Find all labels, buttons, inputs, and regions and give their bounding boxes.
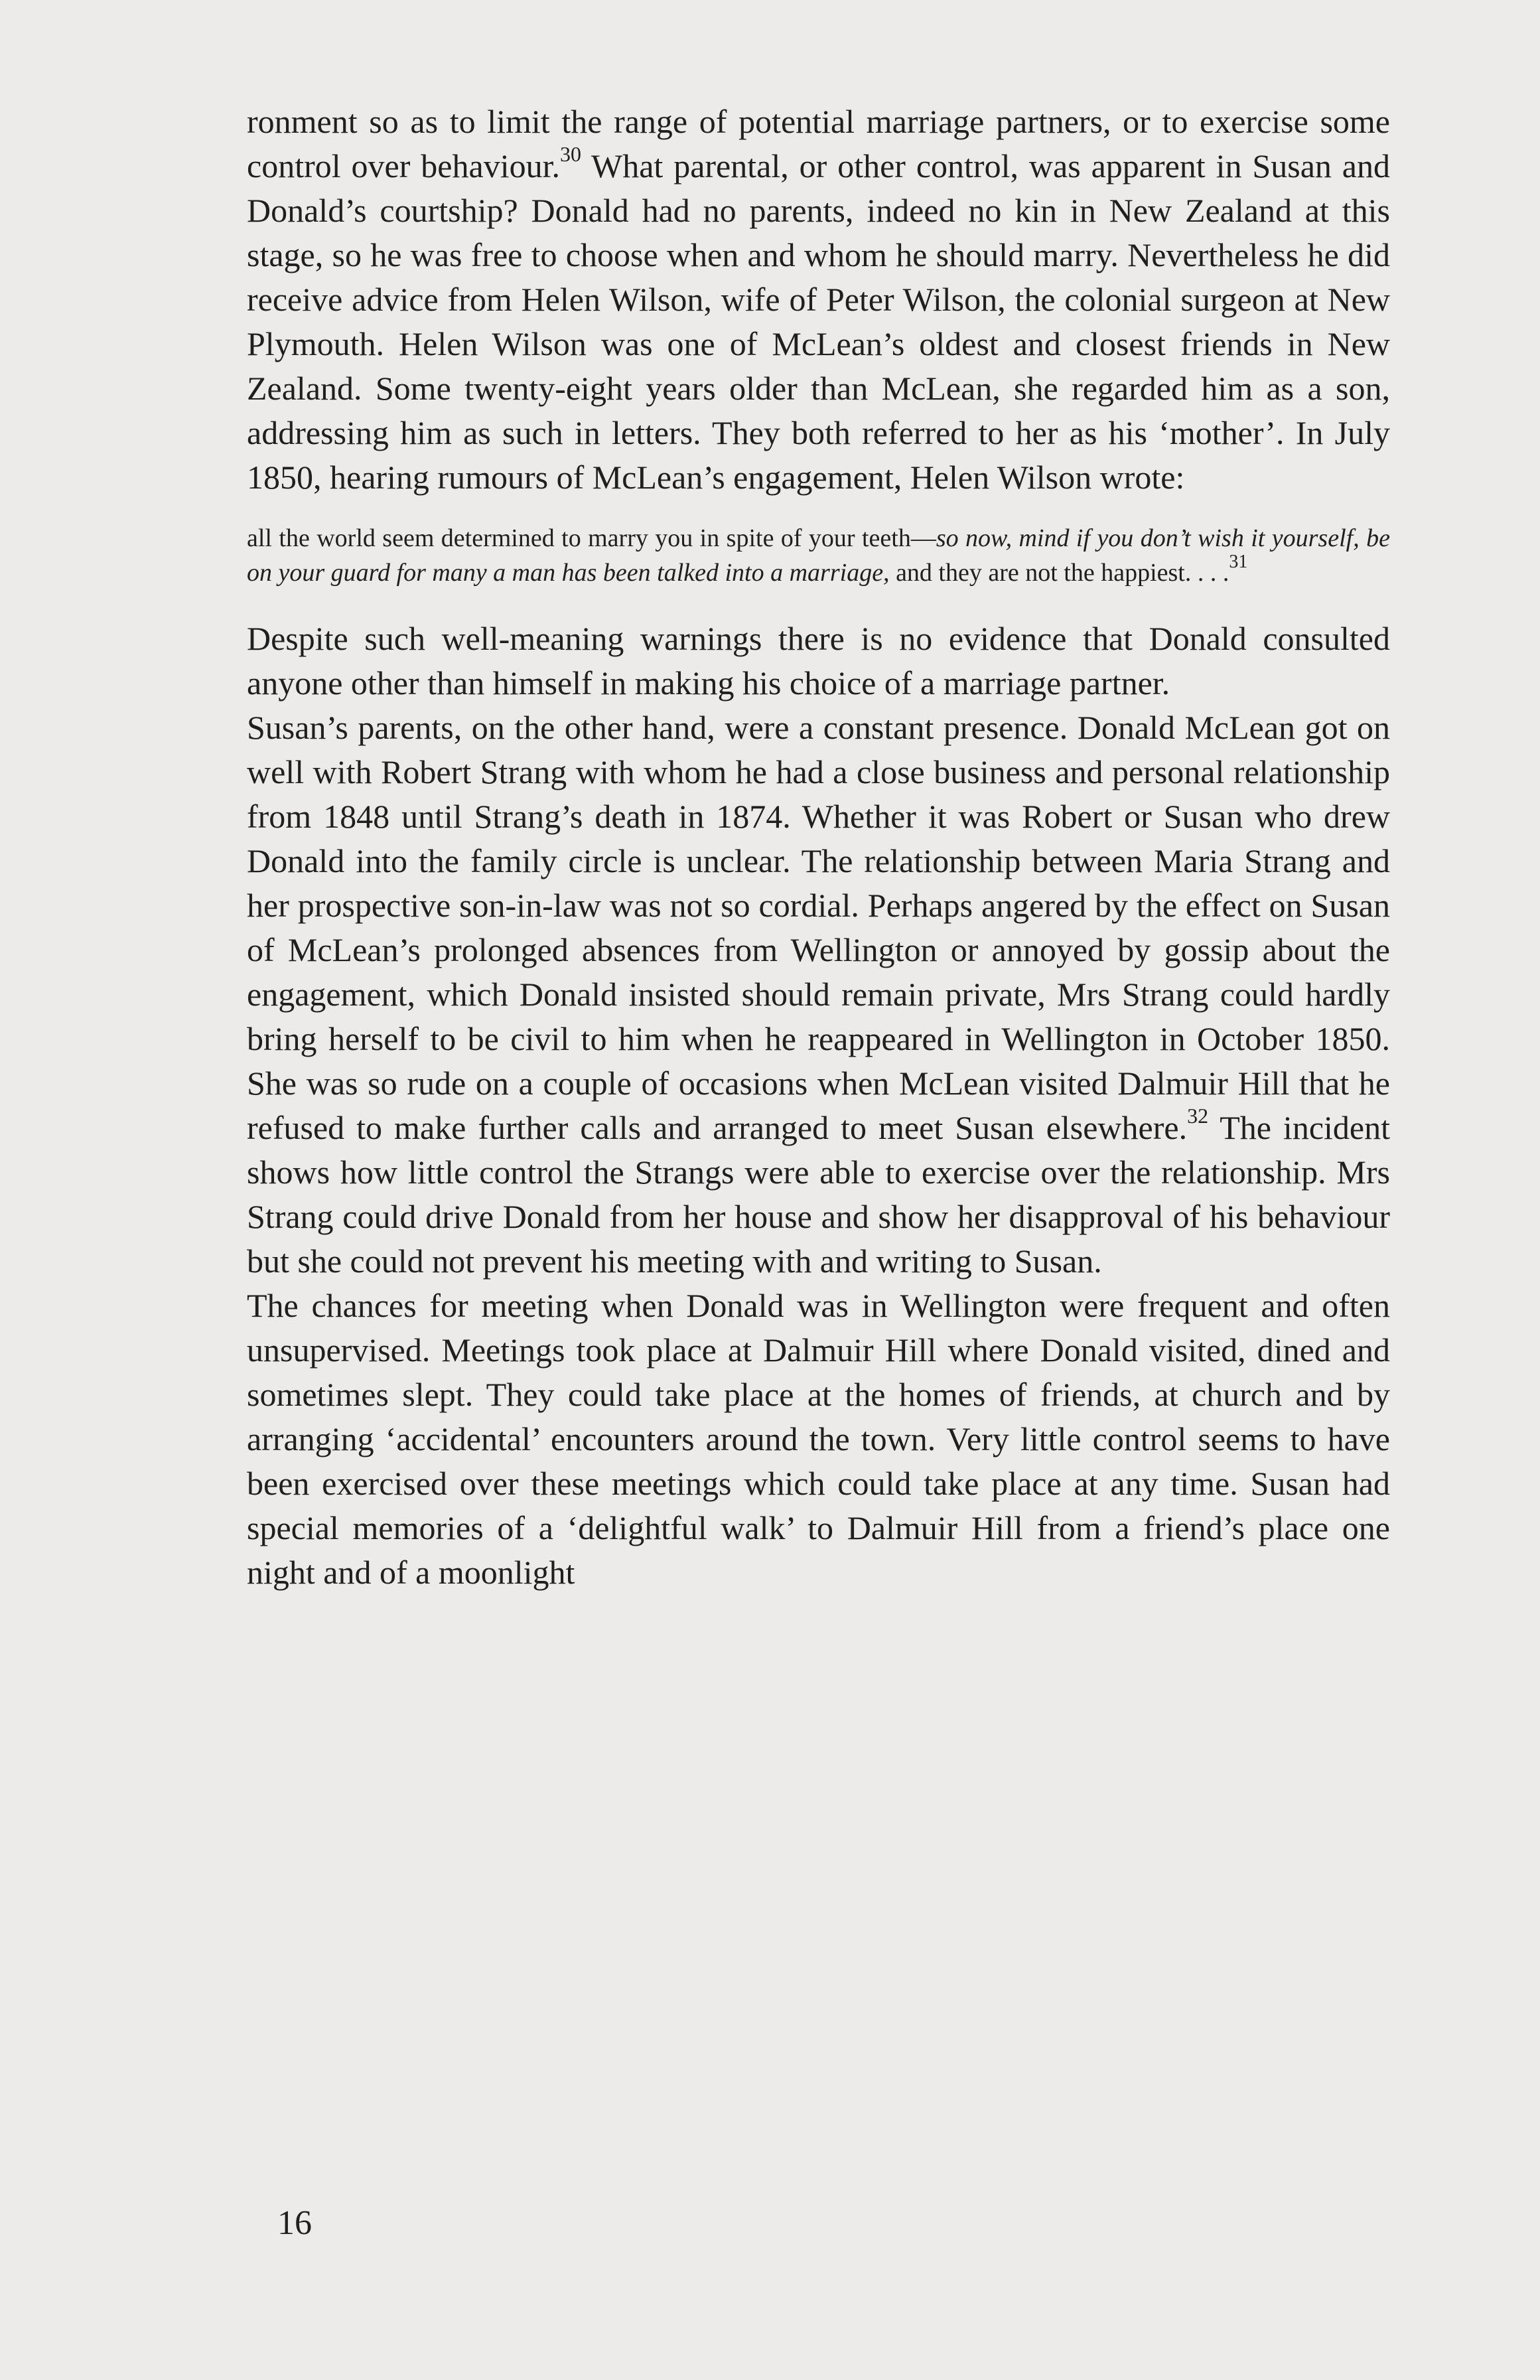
quote-italic-text: so now, mind if you don’t wish it yourself, be on your guard for many a man has been talked into a marriage,: [247, 524, 1390, 587]
paragraph-1: [247, 100, 1390, 500]
body-text: [247, 100, 1390, 1595]
paragraph-3-text-b: The incident shows how little control the Strangs were able to exercise over the relationship. Mrs Strang could drive Donald from her house and show her disapproval of his behaviour but she could not prevent his meeting with and writing to Susan.: [247, 1109, 1390, 1280]
paragraph-1-text-a: ronment so as to limit the range of potential marriage partners, or to exercise some control over behaviour.: [247, 103, 1390, 185]
quote-text-a: all the world seem determined to marry you in spite of your teeth—: [247, 524, 936, 552]
quote-text-b: and they are not the happiest. . . .: [889, 559, 1229, 587]
footnote-ref-30: 30: [559, 142, 581, 166]
paragraph-3: [247, 706, 1390, 1284]
paragraph-2: Despite such well-meaning warnings there is no evidence that Donald consulted anyone other than himself in making his choice of a marriage partner.: [247, 620, 1390, 702]
paragraph-3-text-a: Susan’s parents, on the other hand, were a constant presence. Donald McLean got on well with Robert Strang with whom he had a close business and personal relationship from 1848 until Strang’s death in 1874. Whether it was Robert or Susan who drew Donald into the family circle is unclear. The relationship between Maria Strang and her prospective son-in-law was not so cordial. Perhaps angered by the effect on Susan of McLean’s prolonged absences from Wellington or annoyed by gossip about the engagement, which Donald insisted should remain private, Mrs Strang could hardly bring herself to be civil to him when he reappeared in Wellington in October 1850. She was so rude on a couple of occasions when McLean visited Dalmuir Hill that he refused to make further calls and arranged to meet Susan elsewhere.: [247, 709, 1390, 1146]
page-number: 16: [277, 2204, 312, 2242]
paragraph-4: The chances for meeting when Donald was in Wellington were frequent and often unsupervised. Meetings took place at Dalmuir Hill where Donald visited, dined and sometimes slept. They could take place at the homes of friends, at church and by arranging ‘accidental’ encounters around the town. Very little control seems to have been exercised over these meetings which could take place at any time. Susan had special memories of a ‘delightful walk’ to Dalmuir Hill from a friend’s place one night and of a moonlight: [247, 1287, 1390, 1591]
paragraph-1-text-b: What parental, or other control, was apparent in Susan and Donald’s courtship? Donald had no parents, indeed no kin in New Zealand at this stage, so he was free to choose when and whom he should marry. Nevertheless he did receive advice from Helen Wilson, wife of Peter Wilson, the colonial surgeon at New Plymouth. Helen Wilson was one of McLean’s oldest and closest friends in New Zealand. Some twenty-eight years older than McLean, she regarded him as a son, addressing him as such in letters. They both referred to her as his ‘mother’. In July 1850, hearing rumours of McLean’s engagement, Helen Wilson wrote:: [247, 147, 1390, 496]
block-quote: [247, 521, 1390, 590]
footnote-ref-31: 31: [1229, 552, 1248, 572]
footnote-ref-32: 32: [1187, 1104, 1209, 1128]
